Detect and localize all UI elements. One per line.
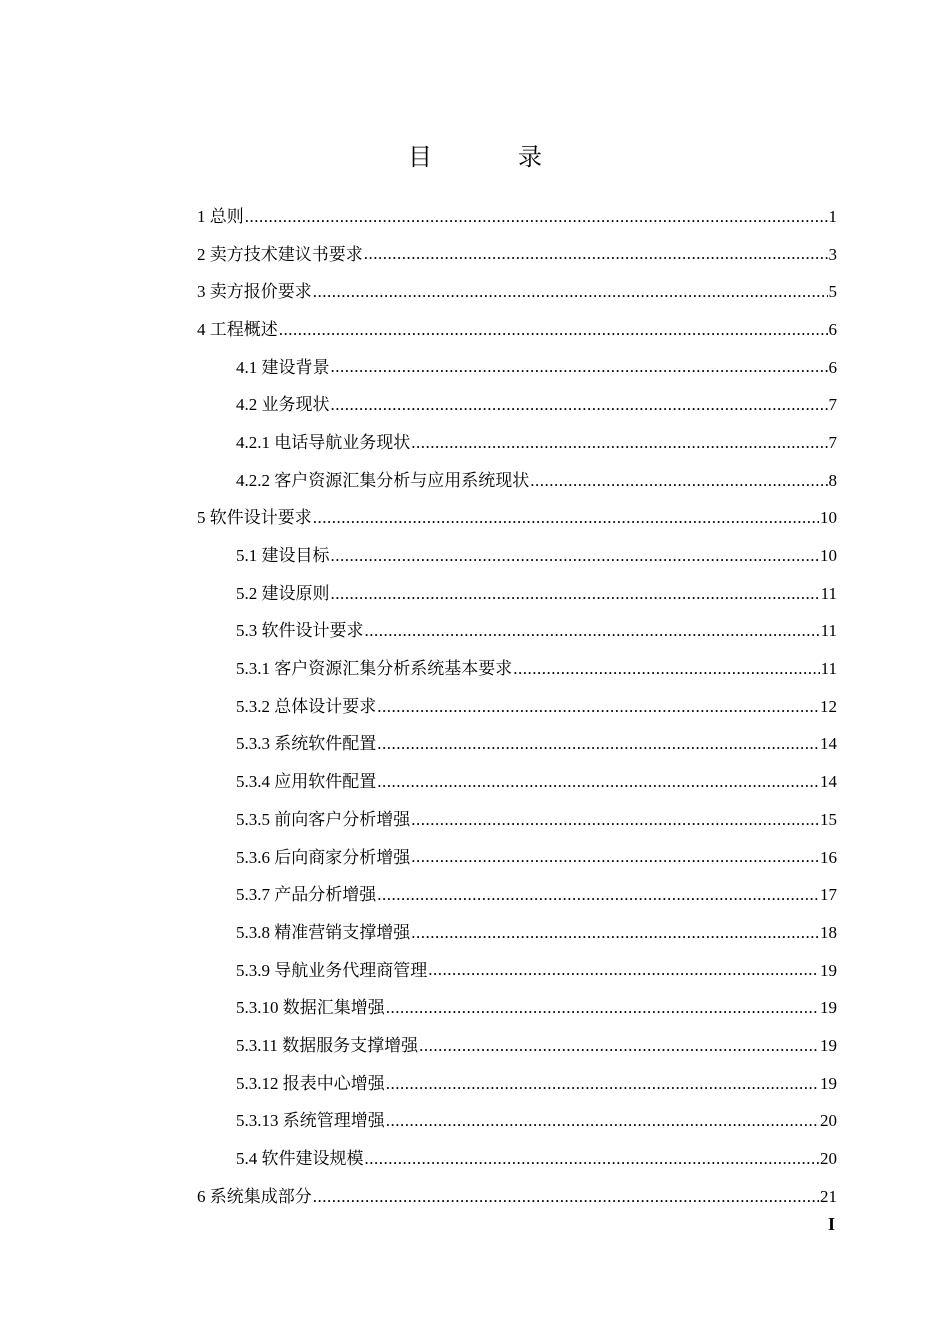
toc-entry-page: 17 xyxy=(820,885,837,905)
toc-entry-label: 4.2.2 客户资源汇集分析与应用系统现状 xyxy=(236,470,530,490)
toc-entry-label: 5.3.3 系统软件配置 xyxy=(236,734,377,754)
toc-entry[interactable] xyxy=(0,989,837,1027)
dot-leader xyxy=(245,206,828,228)
dot-leader xyxy=(313,281,828,303)
toc-entry-label: 4.2 业务现状 xyxy=(236,395,330,415)
toc-entry-page: 6 xyxy=(828,319,837,339)
toc-entry[interactable] xyxy=(0,311,837,349)
dot-leader xyxy=(377,884,819,906)
toc-entry-label: 5.3.13 系统管理增强 xyxy=(236,1111,385,1131)
toc-entry-label: 5.3.7 产品分析增强 xyxy=(236,885,377,905)
toc-entry-page: 19 xyxy=(820,1035,837,1055)
toc-entry[interactable] xyxy=(0,424,837,462)
toc-entry-label: 1 总则 xyxy=(197,206,244,226)
toc-entry[interactable] xyxy=(0,462,837,500)
toc-entry-label: 5.3 软件设计要求 xyxy=(236,621,364,641)
toc-entry[interactable] xyxy=(0,1178,837,1216)
dot-leader xyxy=(331,583,820,605)
toc-entry[interactable] xyxy=(0,236,837,274)
toc-entry-page: 14 xyxy=(820,772,837,792)
toc-entry-label: 5.3.8 精准营销支撑增强 xyxy=(236,922,411,942)
dot-leader xyxy=(377,771,819,793)
toc-entry[interactable] xyxy=(0,613,837,651)
toc-entry-label: 5.3.1 客户资源汇集分析系统基本要求 xyxy=(236,659,513,679)
toc-entry-label: 3 卖方报价要求 xyxy=(197,282,312,302)
toc-entry-label: 4.2.1 电话导航业务现状 xyxy=(236,432,411,452)
toc-entry[interactable] xyxy=(0,1065,837,1103)
dot-leader xyxy=(386,1073,819,1095)
toc-entry-page: 1 xyxy=(828,206,837,226)
dot-leader xyxy=(386,997,819,1019)
toc-entry-page: 15 xyxy=(820,809,837,829)
toc-entry-page: 11 xyxy=(820,621,837,641)
toc-entry-label: 5.3.4 应用软件配置 xyxy=(236,772,377,792)
dot-leader xyxy=(411,809,819,831)
toc-entry-page: 21 xyxy=(820,1186,837,1206)
toc-entry[interactable] xyxy=(0,726,837,764)
toc-entry[interactable] xyxy=(0,1103,837,1141)
toc-entry-page: 10 xyxy=(820,508,837,528)
toc-entry-label: 5.3.2 总体设计要求 xyxy=(236,696,377,716)
dot-leader xyxy=(411,922,819,944)
toc-entry-label: 5.3.6 后向商家分析增强 xyxy=(236,847,411,867)
toc-entry-page: 14 xyxy=(820,734,837,754)
toc-entry[interactable] xyxy=(0,839,837,877)
toc-entry[interactable] xyxy=(0,273,837,311)
dot-leader xyxy=(513,658,819,680)
dot-leader xyxy=(419,1035,819,1057)
dot-leader xyxy=(331,356,828,378)
toc-entry-label: 5.3.11 数据服务支撑增强 xyxy=(236,1035,419,1055)
toc-entry[interactable] xyxy=(0,688,837,726)
toc-entry-label: 4 工程概述 xyxy=(197,319,278,339)
toc-entry-page: 10 xyxy=(820,546,837,566)
toc-entry-label: 5.4 软件建设规模 xyxy=(236,1149,364,1169)
toc-entry-page: 5 xyxy=(828,282,837,302)
dot-leader xyxy=(377,696,819,718)
toc-entry-page: 7 xyxy=(828,395,837,415)
toc-entry[interactable] xyxy=(0,575,837,613)
dot-leader xyxy=(530,470,827,492)
dot-leader xyxy=(331,394,828,416)
dot-leader xyxy=(365,1148,820,1170)
toc-entry[interactable] xyxy=(0,952,837,990)
dot-leader xyxy=(364,243,828,265)
table-of-contents xyxy=(0,198,950,1216)
toc-entry[interactable] xyxy=(0,537,837,575)
toc-entry-label: 6 系统集成部分 xyxy=(197,1186,312,1206)
toc-entry[interactable] xyxy=(0,1140,837,1178)
toc-entry-page: 19 xyxy=(820,1073,837,1093)
toc-entry-page: 18 xyxy=(820,922,837,942)
toc-entry-label: 5.3.10 数据汇集增强 xyxy=(236,998,385,1018)
toc-entry[interactable] xyxy=(0,198,837,236)
toc-entry[interactable] xyxy=(0,876,837,914)
toc-entry-label: 5.3.9 导航业务代理商管理 xyxy=(236,960,428,980)
toc-entry-page: 11 xyxy=(820,659,837,679)
toc-entry-label: 2 卖方技术建议书要求 xyxy=(197,244,363,264)
toc-entry-page: 20 xyxy=(820,1149,837,1169)
toc-entry-page: 19 xyxy=(820,960,837,980)
toc-entry-page: 7 xyxy=(828,432,837,452)
toc-entry[interactable] xyxy=(0,500,837,538)
dot-leader xyxy=(411,432,827,454)
dot-leader xyxy=(411,846,819,868)
dot-leader xyxy=(313,1186,819,1208)
toc-entry-label: 5 软件设计要求 xyxy=(197,508,312,528)
toc-entry[interactable] xyxy=(0,801,837,839)
toc-entry-label: 5.2 建设原则 xyxy=(236,583,330,603)
toc-entry-page: 20 xyxy=(820,1111,837,1131)
dot-leader xyxy=(428,959,819,981)
toc-entry-label: 5.3.12 报表中心增强 xyxy=(236,1073,385,1093)
toc-entry-page: 16 xyxy=(820,847,837,867)
toc-entry[interactable] xyxy=(0,763,837,801)
toc-entry-page: 8 xyxy=(828,470,837,490)
toc-entry-page: 11 xyxy=(820,583,837,603)
toc-entry[interactable] xyxy=(0,349,837,387)
page-number: I xyxy=(828,1214,836,1234)
toc-entry-page: 12 xyxy=(820,696,837,716)
toc-entry-page: 19 xyxy=(820,998,837,1018)
toc-entry-label: 5.1 建设目标 xyxy=(236,546,330,566)
toc-title: 目 录 xyxy=(408,145,582,171)
dot-leader xyxy=(279,319,828,341)
dot-leader xyxy=(386,1110,819,1132)
toc-entry-label: 4.1 建设背景 xyxy=(236,357,330,377)
toc-entry-page: 3 xyxy=(828,244,837,264)
toc-entry-label: 5.3.5 前向客户分析增强 xyxy=(236,809,411,829)
dot-leader xyxy=(377,733,819,755)
toc-entry[interactable] xyxy=(0,1027,837,1065)
dot-leader xyxy=(331,545,820,567)
dot-leader xyxy=(313,507,819,529)
toc-entry-page: 6 xyxy=(828,357,837,377)
toc-entry[interactable] xyxy=(0,914,837,952)
toc-entry[interactable] xyxy=(0,386,837,424)
toc-entry[interactable] xyxy=(0,650,837,688)
dot-leader xyxy=(365,620,820,642)
